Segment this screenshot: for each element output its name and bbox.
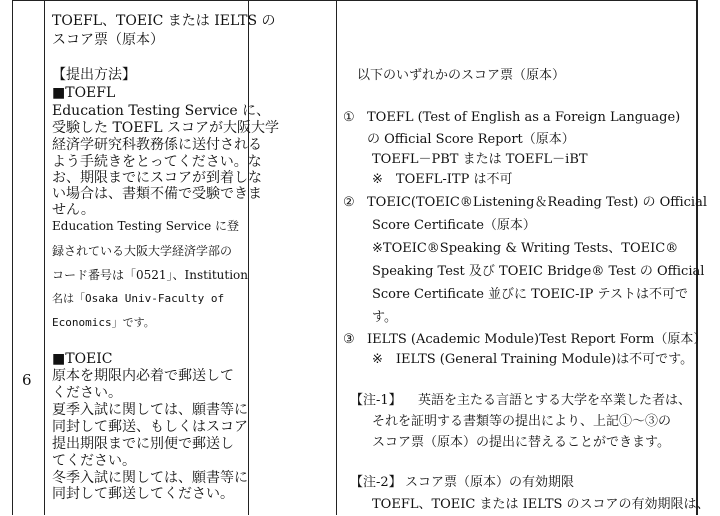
accepted-scores-intro: 以下のいずれかのスコア票（原本） (357, 68, 566, 83)
code-line: 名は「Osaka Univ-Faculty of (52, 292, 225, 305)
row-number: 6 (22, 371, 32, 389)
item-line: の Official Score Report（原本） (367, 132, 575, 147)
note-line: 英語を主たる言語とする大学を卒業した者は、 (418, 393, 692, 408)
note-line: それを証明する書類等の提出により、上記①～③の (372, 414, 672, 429)
table-border-top (12, 0, 698, 1)
toefl-line: お、期限までにスコアが到着しな (52, 170, 262, 186)
toeic-line: 原本を期限内必着で郵送して (52, 368, 234, 384)
item-line: ※ TOEFL-ITP は不可 (372, 172, 513, 187)
table-border-center-a (248, 0, 249, 515)
toefl-line: せん。 (52, 202, 95, 218)
item-marker: ③ (343, 332, 355, 347)
note-title: スコア票（原本）の有効期限 (405, 475, 575, 490)
item-line: IELTS (Academic Module)Test Report Form（原本） (367, 332, 707, 347)
item-marker: ② (343, 195, 355, 210)
method-heading: 【提出方法】 (52, 67, 136, 83)
toeic-line: てください。 (52, 453, 136, 469)
toefl-line: Education Testing Service に、 (52, 103, 271, 119)
cell-title-line-1: TOEFL、TOEIC または IELTS の (52, 13, 276, 29)
item-line: す。 (372, 310, 397, 325)
table-border-number-col (44, 0, 45, 515)
code-line: Education Testing Service に登 (52, 219, 240, 233)
toeic-line: 冬季入試に関しては、願書等に (52, 470, 248, 486)
toeic-line: 提出期限までに別便で郵送し (52, 436, 234, 452)
toefl-heading: ■TOEFL (52, 85, 116, 101)
table-border-center-b (336, 0, 337, 515)
toeic-line: 夏季入試に関しては、願書等に (52, 402, 248, 418)
code-line: Economics」です。 (52, 316, 155, 329)
toefl-line: い場合は、書類不備で受験できま (52, 186, 262, 202)
table-border-left (12, 0, 13, 515)
code-line: コード番号は「0521」、Institution (52, 268, 248, 282)
note-line: TOEFL、TOEIC または IELTS のスコアの有効期限は、 (372, 497, 710, 512)
code-line: 録されている大阪大学経済学部の (52, 244, 233, 258)
note-label: 【注-2】 (350, 475, 402, 490)
item-line: Score Certificate（原本） (372, 218, 536, 233)
note-line: スコア票（原本）の提出に替えることができます。 (372, 435, 670, 450)
table-border-right (696, 0, 698, 515)
toefl-line: 受験した TOEFL スコアが大阪大学 (52, 120, 279, 136)
item-line: Speaking Test 及び TOEIC Bridge® Test の Official (372, 264, 705, 279)
cell-title-line-2: スコア票（原本） (52, 32, 164, 48)
toefl-line: よう手続きをとってください。な (52, 154, 262, 170)
item-line: ※ IELTS (General Training Module)は不可です。 (372, 352, 694, 367)
item-line: ※TOEIC®Speaking & Writing Tests、TOEIC® (372, 241, 679, 256)
toeic-heading: ■TOEIC (52, 351, 113, 367)
item-line: TOEIC(TOEIC®Listening＆Reading Test) の Official (367, 195, 707, 210)
note-label: 【注-1】 (350, 393, 402, 408)
toeic-line: ください。 (52, 385, 122, 401)
item-line: Score Certificate 並びに TOEIC-IP テストは不可で (372, 287, 688, 302)
toeic-line: 同封して郵送してください。 (52, 486, 234, 502)
item-line: TOEFL (Test of English as a Foreign Language) (367, 110, 681, 125)
item-line: TOEFL－PBT または TOEFL－iBT (372, 152, 588, 167)
item-marker: ① (343, 110, 355, 125)
toeic-line: 同封して郵送、もしくはスコア (52, 419, 248, 435)
toefl-line: 経済学研究科教務係に送付される (52, 137, 262, 153)
